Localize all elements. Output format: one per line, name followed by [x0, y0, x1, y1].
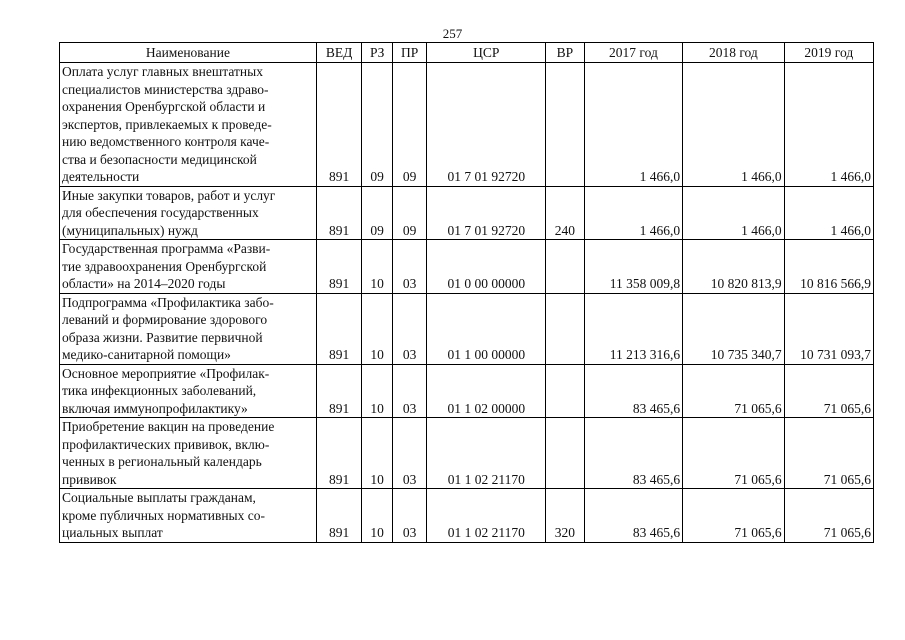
cell-name-line: области» на 2014–2020 годы [62, 276, 226, 291]
cell-pr: 09 [392, 186, 427, 240]
cell-name-line: охранения Оренбургской области и [62, 99, 266, 114]
header-ved: ВЕД [316, 43, 362, 63]
cell-name-line: медико-санитарной помощи» [62, 347, 231, 362]
table-row [60, 489, 874, 543]
cell-2018: 1 466,0 [683, 186, 784, 240]
cell-name-line: тика инфекционных заболеваний, [62, 383, 257, 398]
cell-name-line: Оплата услуг главных внештатных [62, 64, 263, 79]
cell-ved: 891 [316, 364, 362, 418]
cell-ved: 891 [316, 63, 362, 187]
cell-name-line: тие здравоохранения Оренбургской [62, 258, 267, 274]
cell-ved: 891 [316, 240, 362, 294]
table-row [60, 63, 874, 187]
cell-2018: 1 466,0 [683, 63, 784, 187]
header-pr: ПР [392, 43, 427, 63]
cell-vr: 240 [546, 186, 585, 240]
cell-2018: 71 065,6 [683, 418, 784, 489]
cell-name [60, 489, 317, 543]
budget-table [59, 42, 874, 543]
cell-name [60, 293, 317, 364]
cell-2017: 83 465,6 [584, 489, 682, 543]
cell-name-line: нию ведомственного контроля каче- [62, 134, 270, 149]
cell-name-line: деятельности [62, 169, 140, 184]
cell-2019: 71 065,6 [784, 418, 873, 489]
cell-name-line: Социальные выплаты гражданам, [62, 490, 256, 505]
table-header-row [60, 43, 874, 63]
cell-csr: 01 1 00 00000 [427, 293, 546, 364]
cell-ved: 891 [316, 186, 362, 240]
header-2019: 2019 год [784, 43, 873, 63]
cell-name-line: для обеспечения государственных [62, 205, 259, 220]
cell-2019: 71 065,6 [784, 364, 873, 418]
cell-pr: 03 [392, 364, 427, 418]
cell-2017: 83 465,6 [584, 364, 682, 418]
cell-2018: 10 820 813,9 [683, 240, 784, 294]
cell-csr: 01 7 01 92720 [427, 63, 546, 187]
table-row [60, 186, 874, 240]
cell-name-line: Государственная программа «Разви- [62, 241, 271, 256]
cell-name [60, 240, 317, 294]
cell-pr: 09 [392, 63, 427, 187]
table-row [60, 418, 874, 489]
cell-2017: 11 358 009,8 [584, 240, 682, 294]
header-name: Наименование [60, 43, 317, 63]
cell-rz: 10 [362, 489, 392, 543]
cell-ved: 891 [316, 418, 362, 489]
cell-2019: 1 466,0 [784, 186, 873, 240]
cell-2018: 71 065,6 [683, 489, 784, 543]
table-row [60, 364, 874, 418]
header-csr: ЦСР [427, 43, 546, 63]
cell-name-line: специалистов министерства здраво- [62, 81, 269, 97]
cell-name [60, 63, 317, 187]
cell-2018: 10 735 340,7 [683, 293, 784, 364]
cell-name-line: включая иммунопрофилактику» [62, 400, 248, 416]
cell-vr [546, 418, 585, 489]
cell-ved: 891 [316, 489, 362, 543]
cell-2019: 71 065,6 [784, 489, 873, 543]
cell-name-line: циальных выплат [62, 525, 163, 540]
cell-vr: 320 [546, 489, 585, 543]
cell-2017: 83 465,6 [584, 418, 682, 489]
cell-2017: 1 466,0 [584, 186, 682, 240]
cell-pr: 03 [392, 489, 427, 543]
table-row [60, 293, 874, 364]
cell-name-line: Подпрограмма «Профилактика забо- [62, 294, 274, 310]
cell-csr: 01 1 02 00000 [427, 364, 546, 418]
cell-name-line: Основное мероприятие «Профилак- [62, 365, 270, 381]
cell-name-line: профилактических прививок, вклю- [62, 436, 270, 452]
cell-pr: 03 [392, 418, 427, 489]
cell-vr [546, 364, 585, 418]
cell-name-line: прививок [62, 471, 117, 487]
cell-name-line: кроме публичных нормативных со- [62, 507, 265, 523]
page-number: 257 [442, 26, 463, 41]
cell-name [60, 186, 317, 240]
cell-rz: 10 [362, 418, 392, 489]
cell-name-line: ства и безопасности медицинской [62, 151, 257, 167]
cell-vr [546, 240, 585, 294]
cell-2019: 10 816 566,9 [784, 240, 873, 294]
cell-2019: 1 466,0 [784, 63, 873, 187]
cell-vr [546, 293, 585, 364]
cell-2017: 1 466,0 [584, 63, 682, 187]
cell-rz: 10 [362, 240, 392, 294]
cell-pr: 03 [392, 240, 427, 294]
cell-ved: 891 [316, 293, 362, 364]
header-vr: ВР [546, 43, 585, 63]
cell-name [60, 418, 317, 489]
cell-name-line: Приобретение вакцин на проведение [62, 419, 275, 434]
cell-name-line: Иные закупки товаров, работ и услуг [62, 187, 276, 203]
cell-name-line: экспертов, привлекаемых к проведе- [62, 116, 272, 132]
cell-name-line: леваний и формирование здорового [62, 312, 268, 327]
cell-csr: 01 7 01 92720 [427, 186, 546, 240]
cell-rz: 10 [362, 364, 392, 418]
table-row [60, 240, 874, 294]
cell-2019: 10 731 093,7 [784, 293, 873, 364]
header-2018: 2018 год [683, 43, 784, 63]
cell-pr: 03 [392, 293, 427, 364]
cell-rz: 09 [362, 63, 392, 187]
cell-name [60, 364, 317, 418]
cell-2017: 11 213 316,6 [584, 293, 682, 364]
cell-rz: 09 [362, 186, 392, 240]
cell-csr: 01 0 00 00000 [427, 240, 546, 294]
cell-name-line: (муниципальных) нужд [62, 222, 198, 238]
cell-name-line: образа жизни. Развитие первичной [62, 329, 263, 345]
header-rz: РЗ [362, 43, 392, 63]
cell-name-line: ченных в региональный календарь [62, 454, 262, 469]
cell-csr: 01 1 02 21170 [427, 489, 546, 543]
cell-2018: 71 065,6 [683, 364, 784, 418]
cell-rz: 10 [362, 293, 392, 364]
header-2017: 2017 год [584, 43, 682, 63]
cell-csr: 01 1 02 21170 [427, 418, 546, 489]
cell-vr [546, 63, 585, 187]
